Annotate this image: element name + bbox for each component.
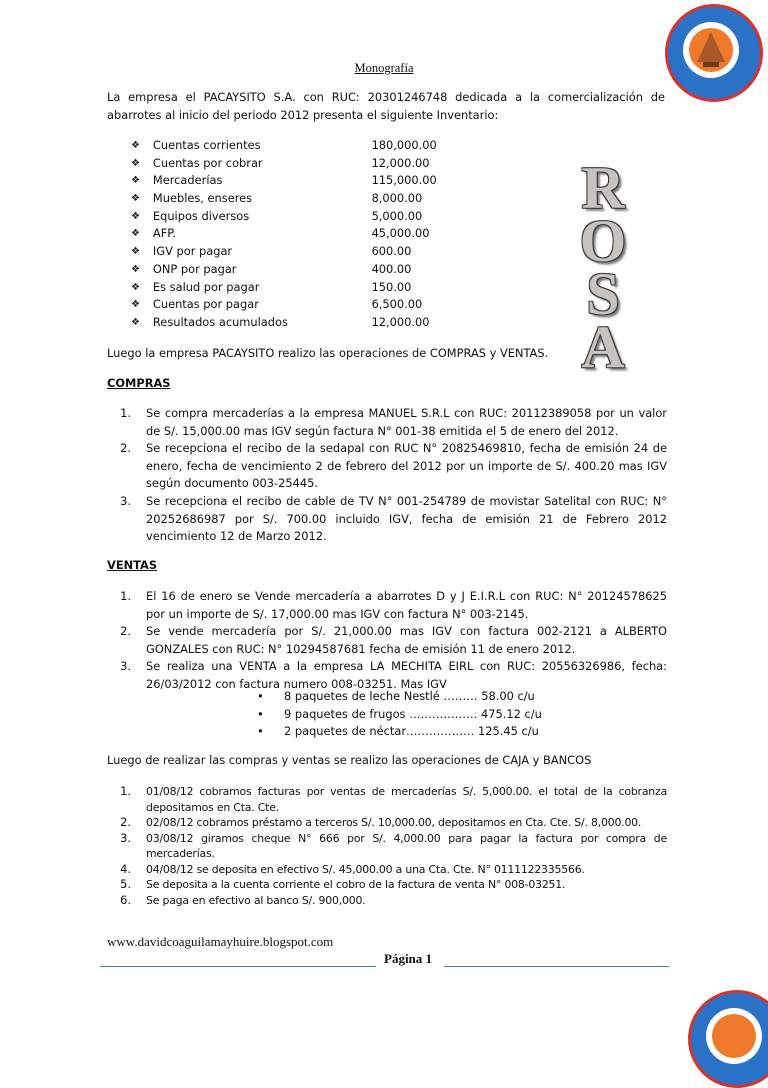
inventory-item-name: ONP por pagar	[152, 261, 237, 276]
list-item-text: 01/08/12 cobramos facturas por ventas de mercaderías S/. 5,000.00. el total de la cobranza depositamos en Cta. Cte.	[146, 785, 667, 814]
inventory-item-name: Mercaderías	[152, 173, 223, 188]
list-item-text: Se realiza una VENTA a la empresa LA MECHITA EIRL con RUC: 20556326986, fecha: 26/03/2012 con factura numero 008-03251. Mas IGV	[146, 659, 667, 691]
list-item-number: 1.	[120, 784, 131, 798]
inventory-item	[131, 261, 461, 279]
list-item-text: Se vende mercadería por S/. 21,000.00 mas IGV con factura 002-2121 a ALBERTO GONZALES con RUC: N° 10294587681 fecha de emisión 11 de enero 2012.	[146, 624, 667, 656]
inventory-item-amount: 180,000.00	[371, 138, 437, 153]
diamond-bullet-icon: ❖	[131, 175, 140, 187]
inventory-item	[131, 225, 461, 243]
inventory-item	[131, 208, 461, 226]
footer-divider-left	[100, 966, 376, 967]
list-item	[107, 784, 667, 815]
inventory-list	[131, 137, 461, 332]
list-item	[107, 623, 667, 658]
inventory-item-name: Cuentas corrientes	[152, 138, 261, 153]
list-item-text: 03/08/12 giramos cheque N° 666 por S/. 4,000.00 para pagar la factura por compra de mercaderías.	[146, 831, 667, 860]
list-item-text: Se recepciona el recibo de la sedapal con RUC N° 20825469810, fecha de emisión 24 de enero, fecha de vencimiento 2 de febrero del 2012 por un importe de S/. 400.20 mas IGV según documento 003-25445.	[146, 441, 667, 491]
inventory-item-amount: 150.00	[371, 279, 412, 294]
inventory-item-amount: 115,000.00	[371, 173, 437, 188]
inventory-item	[131, 296, 461, 314]
product-text: 2 paquetes de néctar……………… 125.45 c/u	[284, 724, 539, 739]
bullet-icon: •	[257, 689, 264, 703]
product-item	[257, 706, 542, 724]
list-item-text: Se compra mercaderías a la empresa MANUEL S.R.L con RUC: 20112389058 por un valor de S/. 15,000.00 mas IGV según factura N° 001-38 emitida el 5 de enero del 2012.	[146, 406, 667, 438]
seal-logo-bottom-graphic	[688, 990, 768, 1082]
seal-logo-bottom	[688, 990, 768, 1088]
list-item-number: 2.	[120, 624, 131, 639]
inventory-item-name: Resultados acumulados	[152, 314, 288, 329]
list-item-number: 1.	[120, 406, 131, 420]
inventory-item-name: AFP.	[152, 226, 176, 241]
bullet-icon: •	[257, 706, 264, 721]
list-item-number: 1.	[120, 589, 131, 603]
inventory-item-amount: 12,000.00	[371, 155, 430, 170]
inventory-item-name: IGV por pagar	[152, 244, 233, 259]
rosa-letter: R	[581, 155, 625, 221]
list-item-number: 3.	[120, 493, 131, 508]
list-item-number: 5.	[120, 877, 131, 891]
footer-divider-right	[444, 966, 669, 967]
list-item-text: 02/08/12 cobramos préstamo a terceros S/. 10,000.00, depositamos en Cta. Cte. S/. 8,000.00.	[146, 816, 642, 829]
inventory-item-name: Cuentas por cobrar	[152, 155, 263, 170]
list-item-number: 6.	[120, 892, 131, 907]
compras-list	[107, 405, 667, 546]
diamond-bullet-icon: ❖	[131, 316, 140, 328]
diamond-bullet-icon: ❖	[131, 228, 140, 240]
operations-intro: Luego la empresa PACAYSITO realizo las operaciones de COMPRAS y VENTAS.	[107, 346, 549, 360]
product-item	[257, 688, 542, 706]
inventory-item-name: Cuentas por pagar	[152, 297, 259, 312]
bullet-icon: •	[257, 724, 264, 739]
rosa-wordart	[568, 155, 638, 380]
diamond-bullet-icon: ❖	[131, 281, 140, 293]
inventory-item-name: Equipos diversos	[152, 208, 250, 223]
diamond-bullet-icon: ❖	[131, 157, 140, 169]
intro-paragraph: La empresa el PACAYSITO S.A. con RUC: 20301246748 dedicada a la comercialización de abarrotes al inicio del periodo 2012 presenta el siguiente Inventario:	[107, 90, 665, 122]
ventas-list	[107, 588, 667, 694]
rosa-letter: S	[586, 261, 620, 327]
caja-intro: Luego de realizar las compras y ventas se realizo las operaciones de CAJA y BANCOS	[107, 753, 592, 767]
diamond-bullet-icon: ❖	[131, 193, 140, 205]
inventory-item	[131, 279, 461, 297]
page-title: Monografía	[354, 61, 414, 75]
diamond-bullet-icon: ❖	[131, 263, 140, 275]
diamond-bullet-icon: ❖	[131, 140, 140, 152]
rosa-letter: A	[581, 314, 625, 380]
list-item-text: El 16 de enero se Vende mercadería a abarrotes D y J E.I.R.L con RUC: N° 20124578625 por un importe de S/. 17,000.00 mas IGV con factura N° 003-2145.	[146, 589, 667, 621]
inventory-item-amount: 45,000.00	[371, 226, 430, 241]
website-link[interactable]: www.davidcoaguilamayhuire.blogspot.com	[107, 934, 334, 949]
inventory-item	[131, 314, 461, 332]
inventory-item	[131, 172, 461, 190]
list-item	[107, 862, 667, 878]
product-text: 9 paquetes de frugos ……………… 475.12 c/u	[284, 706, 542, 721]
list-item-number: 3.	[120, 830, 131, 845]
inventory-item-amount: 400.00	[371, 261, 412, 276]
product-text: 8 paquetes de leche Nestlé ……… 58.00 c/u	[284, 689, 535, 703]
list-item	[107, 815, 667, 831]
diamond-bullet-icon: ❖	[131, 246, 140, 258]
products-list	[257, 688, 542, 741]
list-item	[107, 493, 667, 546]
list-item	[107, 893, 667, 909]
list-item	[107, 831, 667, 862]
inventory-item-amount: 5,000.00	[371, 208, 423, 223]
inventory-item-name: Muebles, enseres	[152, 191, 253, 206]
list-item-text: Se recepciona el recibo de cable de TV N° 001-254789 de movistar Satelital con RUC: N° 20252686987 por S/. 700.00 incluido IGV, fecha de emisión 21 de Febrero 2012 vencimiento 12 de Marzo 2012.	[146, 493, 667, 544]
inventory-item-amount: 8,000.00	[371, 191, 423, 206]
ventas-heading: VENTAS	[107, 558, 158, 572]
list-item-text: Se paga en efectivo al banco S/. 900,000.	[146, 893, 366, 907]
list-item-text: 04/08/12 se deposita en efectivo S/. 45,000.00 a una Cta. Cte. N° 0111122335566.	[146, 862, 585, 876]
inventory-item-amount: 12,000.00	[371, 314, 430, 329]
list-item-number: 2.	[120, 815, 131, 829]
inventory-item-name: Es salud por pagar	[152, 279, 260, 294]
page-number: Página 1	[384, 951, 433, 966]
list-item	[107, 588, 667, 623]
list-item	[107, 440, 667, 493]
seal-logo-graphic	[665, 4, 757, 96]
inventory-item	[131, 137, 461, 155]
inventory-item	[131, 155, 461, 173]
rosa-letter: O	[579, 208, 627, 274]
caja-list	[107, 784, 667, 908]
seal-logo	[665, 4, 763, 102]
list-item-number: 3.	[120, 659, 131, 674]
product-item	[257, 723, 542, 741]
list-item	[107, 405, 667, 440]
list-item	[107, 877, 667, 893]
list-item-number: 4.	[120, 861, 131, 876]
list-item-text: Se deposita a la cuenta corriente el cobro de la factura de venta N° 008-03251.	[146, 878, 566, 891]
inventory-item-amount: 600.00	[371, 244, 412, 259]
diamond-bullet-icon: ❖	[131, 210, 140, 222]
inventory-item	[131, 243, 461, 261]
compras-heading: COMPRAS	[107, 376, 171, 390]
inventory-item	[131, 190, 461, 208]
list-item-number: 2.	[120, 441, 131, 456]
diamond-bullet-icon: ❖	[131, 299, 140, 311]
inventory-item-amount: 6,500.00	[371, 297, 423, 312]
